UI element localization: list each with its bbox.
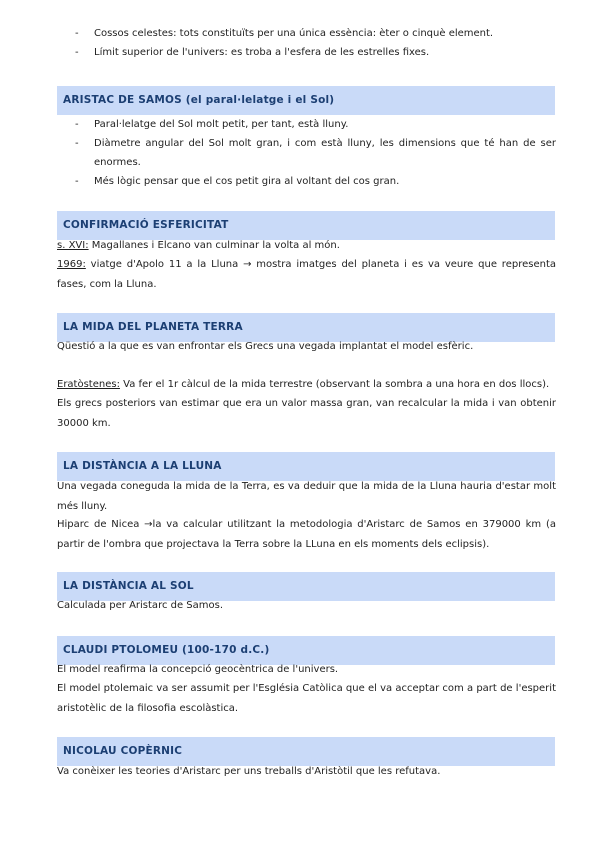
list-item: - Cossos celestes: tots constituïts per una única essència: èter o cinquè element. bbox=[0, 24, 600, 43]
mida-terra-paragraph-3: Els grecs posteriors van estimar que era un valor massa gran, van recalcular la mida i van obtenir 30000 km. bbox=[57, 398, 556, 429]
section-heading-distancia-sol: LA DISTÀNCIA AL SOL bbox=[57, 572, 555, 601]
aristarc-bullet-list bbox=[0, 115, 600, 191]
intro-bullet-list bbox=[0, 24, 600, 62]
date-label: s. XVI: bbox=[57, 240, 89, 251]
distancia-lluna-paragraph-1: Una vegada coneguda la mida de la Terra, es va deduir que la mida de la Lluna hauria d'estar molt més lluny. bbox=[57, 481, 556, 512]
section-heading-copernic: NICOLAU COPÈRNIC bbox=[57, 737, 555, 766]
distancia-lluna-paragraph-2: Hiparc de Nicea →la va calcular utilitzant la metodologia d'Aristarc de Samos en 379000 km (a partir de l'ombra que projectava la Terra sobre la LLuna en els moments dels eclipsis). bbox=[57, 519, 556, 550]
section-heading-ptolomeu: CLAUDI PTOLOMEU (100-170 d.C.) bbox=[57, 636, 555, 665]
distancia-sol-paragraph: Calculada per Aristarc de Samos. bbox=[57, 600, 224, 611]
ptolomeu-paragraph-1: El model reafirma la concepció geocèntrica de l'univers. bbox=[57, 664, 339, 675]
section-heading-mida-terra: LA MIDA DEL PLANETA TERRA bbox=[57, 313, 555, 342]
section-heading-distancia-lluna: LA DISTÀNCIA A LA LLUNA bbox=[57, 452, 555, 481]
mida-terra-paragraph-1: Qüestió a la que es van enfrontar els Grecs una vegada implantat el model esfèric. bbox=[57, 341, 474, 352]
list-item: - Paral·lelatge del Sol molt petit, per tant, està lluny. bbox=[0, 115, 600, 134]
ptolomeu-paragraph-2: El model ptolemaic va ser assumit per l'Església Catòlica que el va acceptar com a part de l'esperit aristotèlic de la filosofia escolàstica. bbox=[57, 683, 556, 714]
section-heading-aristarc: ARISTAC DE SAMOS (el paral·lelatge i el Sol) bbox=[57, 86, 555, 115]
list-item: - Diàmetre angular del Sol molt gran, i com està lluny, les dimensions que té han de ser enormes. bbox=[0, 134, 600, 172]
confirmacio-item-1: s. XVI: Magallanes i Elcano van culminar la volta al món. bbox=[57, 240, 340, 251]
copernic-paragraph: Va conèixer les teories d'Aristarc per uns treballs d'Aristòtil que les refutava. bbox=[57, 766, 441, 777]
name-label: Eratòstenes: bbox=[57, 379, 120, 390]
date-label: 1969: bbox=[57, 259, 86, 270]
list-item: - Límit superior de l'univers: es troba a l'esfera de les estrelles fixes. bbox=[0, 43, 600, 62]
section-heading-confirmacio: CONFIRMACIÓ ESFERICITAT bbox=[57, 211, 555, 240]
confirmacio-item-2: 1969: viatge d'Apolo 11 a la Lluna → mostra imatges del planeta i es va veure que representa fases, com la Lluna. bbox=[57, 259, 556, 290]
eratostenes-paragraph: Eratòstenes: Va fer el 1r càlcul de la mida terrestre (observant la sombra a una hora en dos llocs). bbox=[57, 379, 550, 390]
list-item: - Més lògic pensar que el cos petit gira al voltant del cos gran. bbox=[0, 172, 600, 191]
